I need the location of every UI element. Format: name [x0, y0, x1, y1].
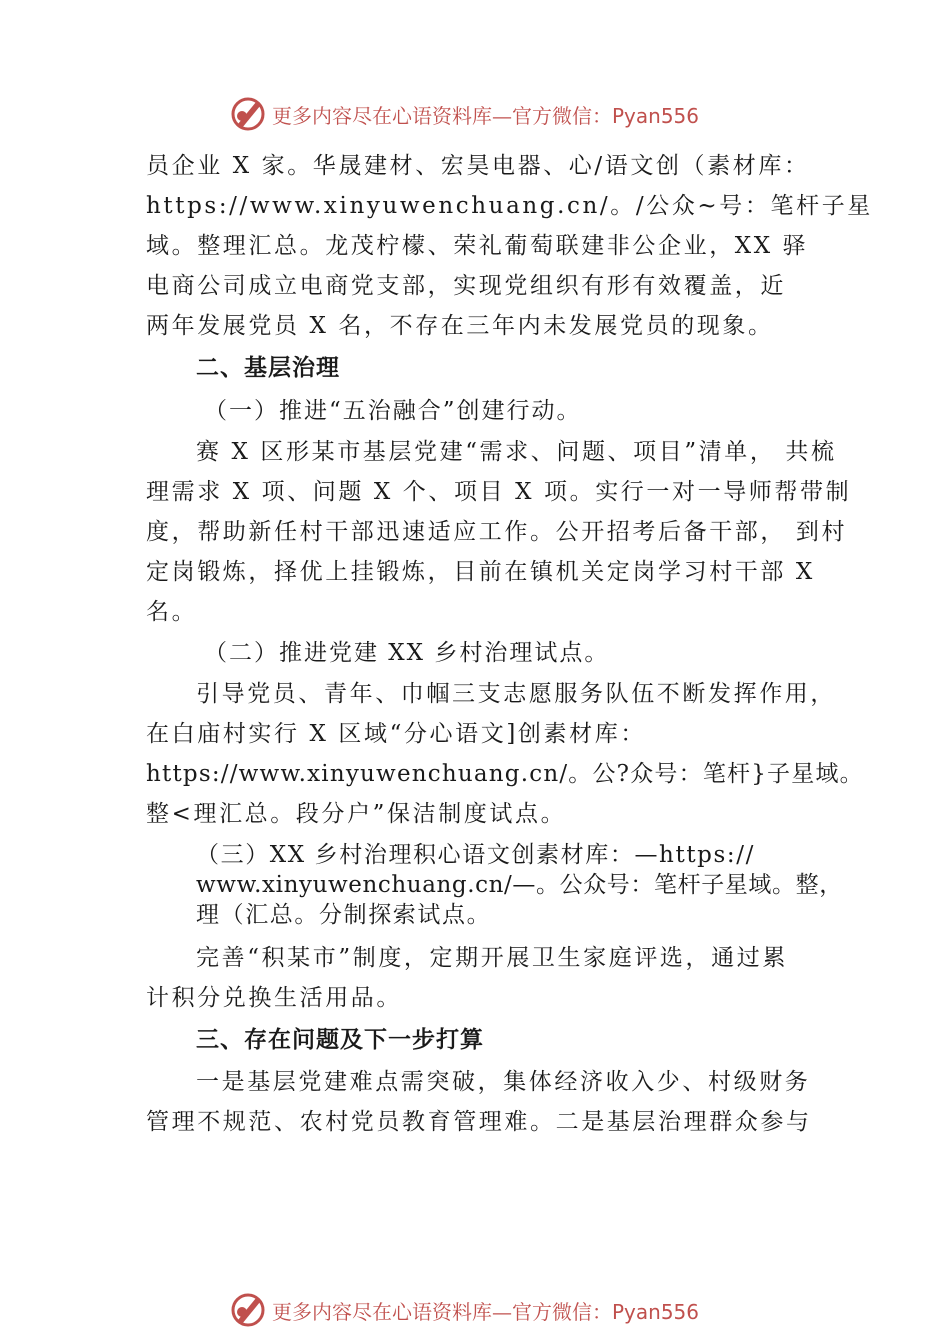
banner-wechat-id: Pyan556 [612, 1299, 700, 1324]
subsection-heading-2: （二）推进党建 XX 乡村治理试点。 [204, 640, 610, 666]
paragraph-line: 名。 [146, 599, 198, 625]
paragraph-line: 理（汇总。分制探索试点。 [196, 902, 492, 928]
pen-logo-icon [228, 94, 268, 134]
paragraph-line: 电商公司成立电商党支部，实现党组织有形有效覆盖，近 [146, 273, 786, 299]
paragraph-line: 理需求 X 项、问题 X 个、项目 X 项。实行一对一导师帮带制 [146, 479, 852, 505]
paragraph-line: 引导党员、青年、巾帼三支志愿服务队伍不断发挥作用， [196, 681, 836, 707]
header-banner [228, 94, 699, 134]
paragraph-line: https://www.xinyuwenchuang.cn/。/公众~号：笔杆子星 [146, 193, 873, 219]
document-body [146, 146, 873, 1142]
section-heading-2: 二、基层治理 [196, 355, 340, 381]
paragraph-line: 赛 X 区形某市基层党建“需求、问题、项目”清单， 共梳 [196, 439, 837, 465]
paragraph-line: 定岗锻炼，择优上挂锻炼，目前在镇机关定岗学习村干部 X [146, 559, 815, 585]
paragraph-line: 一是基层党建难点需突破，集体经济收入少、村级财务 [196, 1069, 811, 1095]
subsection-heading-1: （一）推进“五治融合”创建行动。 [204, 398, 582, 424]
paragraph-line: 在白庙村实行 X 区域“分心语文]创素材库： [146, 721, 646, 747]
pen-logo-icon [228, 1290, 268, 1330]
paragraph-line: www.xinyuwenchuang.cn/—。公众号：笔杆子星域。整， [196, 872, 843, 898]
paragraph-line: https://www.xinyuwenchuang.cn/。公?众号：笔杆}子星域。 [146, 761, 864, 787]
paragraph-line: 完善“积某市”制度，定期开展卫生家庭评选，通过累 [196, 945, 788, 971]
banner-text: 更多内容尽在心语资料库—官方微信： [272, 1299, 612, 1324]
paragraph-line: 域。整理汇总。龙茂柠檬、荣礼葡萄联建非公企业，XX 驿 [146, 233, 809, 259]
banner-text: 更多内容尽在心语资料库—官方微信： [272, 103, 612, 128]
section-heading-3: 三、存在问题及下一步打算 [196, 1027, 484, 1053]
subsection-heading-3: （三）XX 乡村治理积心语文创素材库：—https:// [196, 842, 755, 868]
banner-wechat-id: Pyan556 [612, 103, 700, 128]
paragraph-line: 管理不规范、农村党员教育管理难。二是基层治理群众参与 [146, 1109, 812, 1135]
paragraph-line: 员企业 X 家。华晟建材、宏昊电器、心/语文创（素材库： [146, 153, 810, 179]
paragraph-line: 整<理汇总。段分户”保洁制度试点。 [146, 801, 567, 827]
paragraph-line: 度，帮助新任村干部迅速适应工作。公开招考后备干部， 到村 [146, 519, 848, 545]
footer-banner [228, 1290, 699, 1330]
paragraph-line: 两年发展党员 X 名，不存在三年内未发展党员的现象。 [146, 313, 774, 339]
paragraph-line: 计积分兑换生活用品。 [146, 985, 402, 1011]
